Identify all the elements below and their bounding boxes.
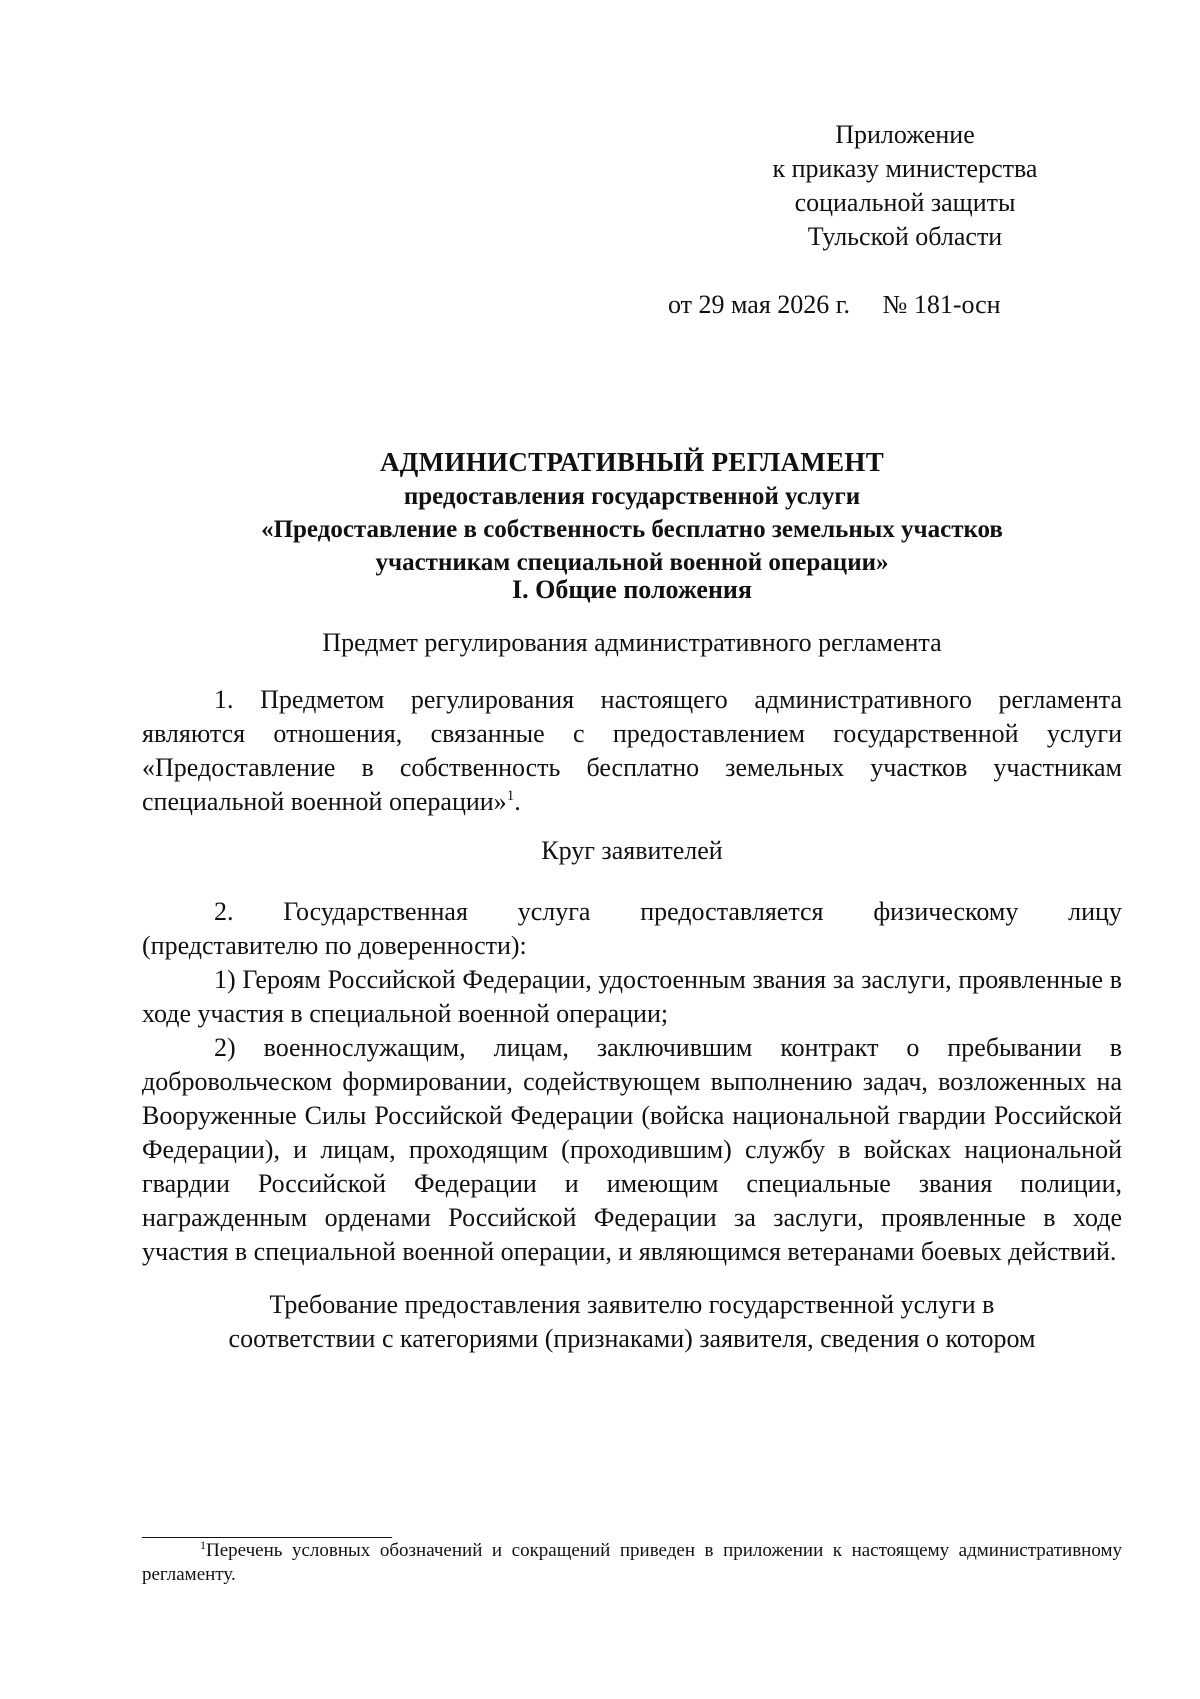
- word: физическому: [873, 897, 1019, 926]
- title-line: предоставления государственной услуги: [403, 483, 861, 510]
- subsection-heading-applicants: Круг заявителей: [541, 836, 723, 865]
- document-title: [142, 444, 1122, 579]
- paragraph-2-first-line: [142, 895, 1122, 929]
- heading-line: соответствии с категориями (признаками) заявителя, сведения о котором: [228, 1324, 1036, 1353]
- title-main: АДМИНИСТРАТИВНЫЙ РЕГЛАМЕНТ: [379, 447, 885, 477]
- footnote-reference: 1: [506, 788, 515, 804]
- paragraph-1: [142, 683, 1122, 819]
- order-date: от 29 мая 2026 г.: [668, 290, 851, 319]
- list-item-1: 1) Героям Российской Федерации, удостоенным звания за заслуги, проявленные в ходе участия в специальной военной операции;: [142, 965, 1122, 1028]
- footnote-mark: 1: [200, 1538, 206, 1552]
- word: Государственная: [283, 897, 468, 926]
- order-number: № 181-осн: [882, 290, 1001, 319]
- paragraph-2: [142, 895, 1122, 1269]
- footnote-text: Перечень условных обозначений и сокращений приведен в приложении к настоящему административному регламенту.: [142, 1540, 1122, 1585]
- paragraph-end: .: [514, 787, 521, 816]
- appendix-line: Тульской области: [807, 222, 1003, 251]
- order-date-line: [668, 288, 1001, 322]
- word: лицу: [1068, 897, 1122, 926]
- appendix-header: [740, 118, 1070, 254]
- word: предоставляется: [640, 897, 824, 926]
- subsection-heading-requirement: [142, 1288, 1122, 1356]
- paragraph-text: 1. Предметом регулирования настоящего административного регламента являются отношения, связанные с предоставлением государственной услуги «Предоставление в собственность бесплатно земельных участков участникам специальной военной операции»: [142, 685, 1122, 816]
- word: услуга: [517, 897, 591, 926]
- appendix-line: социальной защиты: [794, 188, 1016, 217]
- section-heading: I. Общие положения: [512, 575, 752, 604]
- appendix-line: к приказу министерства: [772, 154, 1038, 183]
- appendix-line: Приложение: [835, 120, 975, 149]
- title-line: «Предоставление в собственность бесплатно земельных участков: [261, 516, 1003, 543]
- word: 2.: [214, 897, 234, 926]
- heading-line: Требование предоставления заявителю государственной услуги в: [269, 1290, 995, 1319]
- footnote: [142, 1539, 1122, 1587]
- subsection-heading: Предмет регулирования административного регламента: [322, 628, 942, 657]
- title-line: участникам специальной военной операции»: [375, 549, 889, 576]
- paragraph-2-continuation: (представителю по доверенности):: [142, 931, 527, 960]
- list-item-2: 2) военнослужащим, лицам, заключившим контракт о пребывании в добровольческом формировании, содействующем выполнению задач, возложенных на Вооруженные Силы Российской Федерации (войска национальной гвардии Российской Федерации), и лицам, проходящим (проходившим) службу в войсках национальной гвардии Российской Федерации и имеющим специальные звания полиции, награжденным орденами Российской Федерации за заслуги, проявленные в ходе участия в специальной военной операции, и являющимся ветеранами боевых действий.: [142, 1033, 1122, 1266]
- footnote-divider: [142, 1537, 392, 1538]
